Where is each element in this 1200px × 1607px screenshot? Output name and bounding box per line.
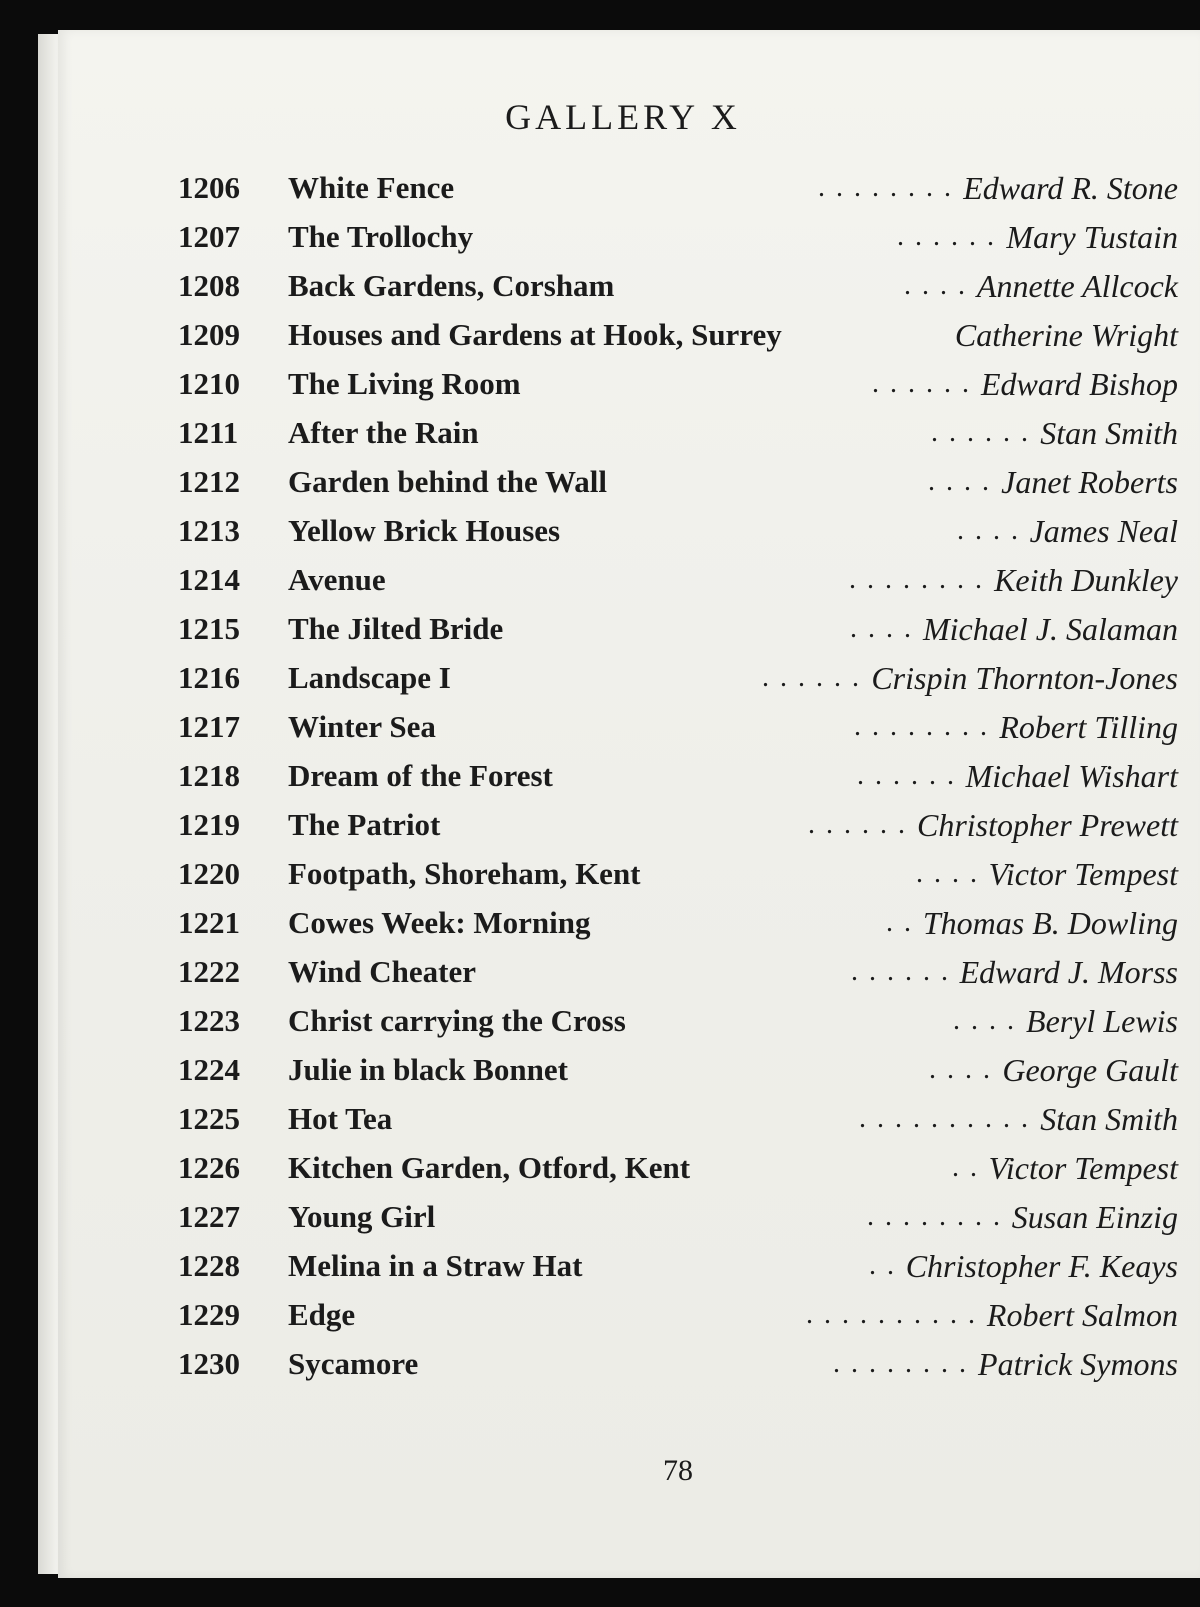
entry-title: Avenue <box>288 562 386 597</box>
entry-artist: Beryl Lewis <box>1026 1003 1178 1039</box>
entry-title: Julie in black Bonnet <box>288 1052 568 1087</box>
entry-artist: George Gault <box>1002 1052 1178 1088</box>
entry-number: 1227 <box>178 1199 240 1234</box>
entry-artist: Victor Tempest <box>988 1150 1178 1186</box>
catalogue-entry <box>178 168 1178 217</box>
entry-title: The Living Room <box>288 366 521 401</box>
catalogue-entry <box>178 609 1178 658</box>
entry-artist: Patrick Symons <box>978 1346 1178 1382</box>
entry-number: 1211 <box>178 415 239 450</box>
entry-artist: Edward Bishop <box>980 366 1178 402</box>
entry-title: Cowes Week: Morning <box>288 905 591 940</box>
leader-dots: . . . . . . <box>872 368 971 399</box>
leader-dots: . . . . . . . . . . <box>806 1299 977 1330</box>
page-number: 78 <box>663 1454 693 1487</box>
entry-title: The Trollochy <box>288 219 474 254</box>
leader-dots: . . . . . . . . <box>867 1201 1002 1232</box>
entry-number: 1216 <box>178 660 240 695</box>
entry-title: Sycamore <box>288 1346 419 1381</box>
catalogue-entry <box>178 658 1178 707</box>
catalogue-entry <box>178 903 1178 952</box>
catalogue-entry <box>178 364 1178 413</box>
catalogue-entry <box>178 315 1178 364</box>
leader-dots: . . . . . . <box>931 417 1030 448</box>
leader-dots: . . . . <box>850 613 913 644</box>
leader-dots: . . . . . . <box>857 760 956 791</box>
page-title: GALLERY X <box>505 97 741 137</box>
catalogue-entry <box>178 805 1178 854</box>
entry-number: 1218 <box>178 758 240 793</box>
catalogue-entry <box>178 462 1178 511</box>
entry-artist: Thomas B. Dowling <box>922 905 1178 941</box>
entry-title: Footpath, Shoreham, Kent <box>288 856 641 891</box>
entry-title: Kitchen Garden, Otford, Kent <box>288 1150 691 1185</box>
leader-dots: . . . . <box>928 466 991 497</box>
catalogue-entry <box>178 1246 1178 1295</box>
entry-number: 1206 <box>178 170 240 205</box>
leader-dots: . . . . . . . . . . <box>859 1103 1030 1134</box>
entry-artist: Stan Smith <box>1040 415 1178 451</box>
leader-dots: . . . . . . . . <box>854 711 989 742</box>
entry-artist: Christopher Prewett <box>916 807 1178 843</box>
entry-number: 1224 <box>178 1052 240 1087</box>
entry-number: 1207 <box>178 219 240 254</box>
entry-title: Melina in a Straw Hat <box>288 1248 583 1283</box>
leader-dots: . . . . <box>916 858 979 889</box>
entry-title: The Jilted Bride <box>288 611 504 646</box>
leader-dots: . . . . . . . . <box>818 172 953 203</box>
catalogue-entry <box>178 756 1178 805</box>
entry-title: After the Rain <box>288 415 479 450</box>
leader-dots: . . . . <box>953 1005 1016 1036</box>
leader-dots: . . . . . . <box>808 809 907 840</box>
catalogue-entry <box>178 1050 1178 1099</box>
entry-number: 1217 <box>178 709 240 744</box>
catalogue-entry <box>178 560 1178 609</box>
entry-artist: Robert Salmon <box>986 1297 1178 1333</box>
entry-number: 1208 <box>178 268 240 303</box>
entry-number: 1212 <box>178 464 240 499</box>
entry-number: 1225 <box>178 1101 240 1136</box>
entry-artist: Mary Tustain <box>1006 219 1178 255</box>
entry-number: 1222 <box>178 954 240 989</box>
entry-title: Houses and Gardens at Hook, Surrey <box>288 317 782 352</box>
entry-title: Hot Tea <box>288 1101 393 1136</box>
entry-number: 1220 <box>178 856 240 891</box>
entry-artist: Michael J. Salaman <box>922 611 1178 647</box>
entry-number: 1210 <box>178 366 240 401</box>
entry-title: Garden behind the Wall <box>288 464 607 499</box>
entry-artist: Keith Dunkley <box>994 562 1178 598</box>
entry-title: Winter Sea <box>288 709 436 744</box>
catalogue-entry <box>178 1148 1178 1197</box>
entry-artist: Michael Wishart <box>965 758 1178 794</box>
entry-title: Landscape I <box>288 660 451 695</box>
catalogue-entry <box>178 854 1178 903</box>
leader-dots: . . . . . . <box>762 662 861 693</box>
entry-number: 1221 <box>178 905 240 940</box>
entry-artist: Annette Allcock <box>976 268 1178 304</box>
entry-artist: Christopher F. Keays <box>905 1248 1178 1284</box>
entry-artist: Edward R. Stone <box>963 170 1178 206</box>
entry-artist: Catherine Wright <box>954 317 1178 353</box>
entry-title: Wind Cheater <box>288 954 477 989</box>
entry-title: Back Gardens, Corsham <box>288 268 615 303</box>
leader-dots: . . . . . . . . <box>833 1348 968 1379</box>
entry-title: The Patriot <box>288 807 441 842</box>
entry-title: Yellow Brick Houses <box>288 513 561 548</box>
entry-number: 1219 <box>178 807 240 842</box>
entry-number: 1215 <box>178 611 240 646</box>
entry-number: 1230 <box>178 1346 240 1381</box>
catalogue-entry <box>178 413 1178 462</box>
entry-artist: Janet Roberts <box>1001 464 1178 500</box>
catalogue-entry <box>178 952 1178 1001</box>
entry-list <box>178 168 1178 1393</box>
leader-dots: . . . . <box>904 270 967 301</box>
leader-dots: . . . . . . <box>897 221 996 252</box>
catalogue-entry <box>178 1197 1178 1246</box>
catalogue-entry <box>178 1295 1178 1344</box>
catalogue-entry <box>178 1001 1178 1050</box>
entry-title: Edge <box>288 1297 356 1332</box>
leader-dots: . . . . <box>957 515 1020 546</box>
catalogue-entry <box>178 1099 1178 1148</box>
leader-dots: . . . . . . <box>851 956 950 987</box>
entry-artist: Susan Einzig <box>1011 1199 1178 1235</box>
entry-number: 1229 <box>178 1297 240 1332</box>
entry-title: Young Girl <box>288 1199 436 1234</box>
entry-title: White Fence <box>288 170 455 205</box>
entry-number: 1209 <box>178 317 240 352</box>
entry-title: Dream of the Forest <box>288 758 553 793</box>
entry-title: Christ carrying the Cross <box>288 1003 626 1038</box>
entry-number: 1226 <box>178 1150 240 1185</box>
entry-artist: James Neal <box>1029 513 1178 549</box>
leader-dots: . . . . <box>929 1054 992 1085</box>
catalogue-entry <box>178 511 1178 560</box>
entry-artist: Robert Tilling <box>999 709 1178 745</box>
catalogue-page <box>58 30 1200 1578</box>
leader-dots: . . <box>886 907 913 938</box>
entry-number: 1223 <box>178 1003 240 1038</box>
leader-dots: . . . . . . . . <box>849 564 984 595</box>
catalogue-entry <box>178 1344 1178 1393</box>
catalogue-entry <box>178 707 1178 756</box>
leader-dots: . . <box>869 1250 896 1281</box>
entry-number: 1213 <box>178 513 240 548</box>
entry-artist: Stan Smith <box>1040 1101 1178 1137</box>
catalogue-entry <box>178 217 1178 266</box>
catalogue-entry <box>178 266 1178 315</box>
entry-artist: Edward J. Morss <box>959 954 1178 990</box>
page-content <box>178 30 1178 1578</box>
entry-number: 1228 <box>178 1248 240 1283</box>
leader-dots: . . <box>952 1152 979 1183</box>
entry-number: 1214 <box>178 562 240 597</box>
entry-artist: Crispin Thornton-Jones <box>871 660 1178 696</box>
entry-artist: Victor Tempest <box>988 856 1178 892</box>
